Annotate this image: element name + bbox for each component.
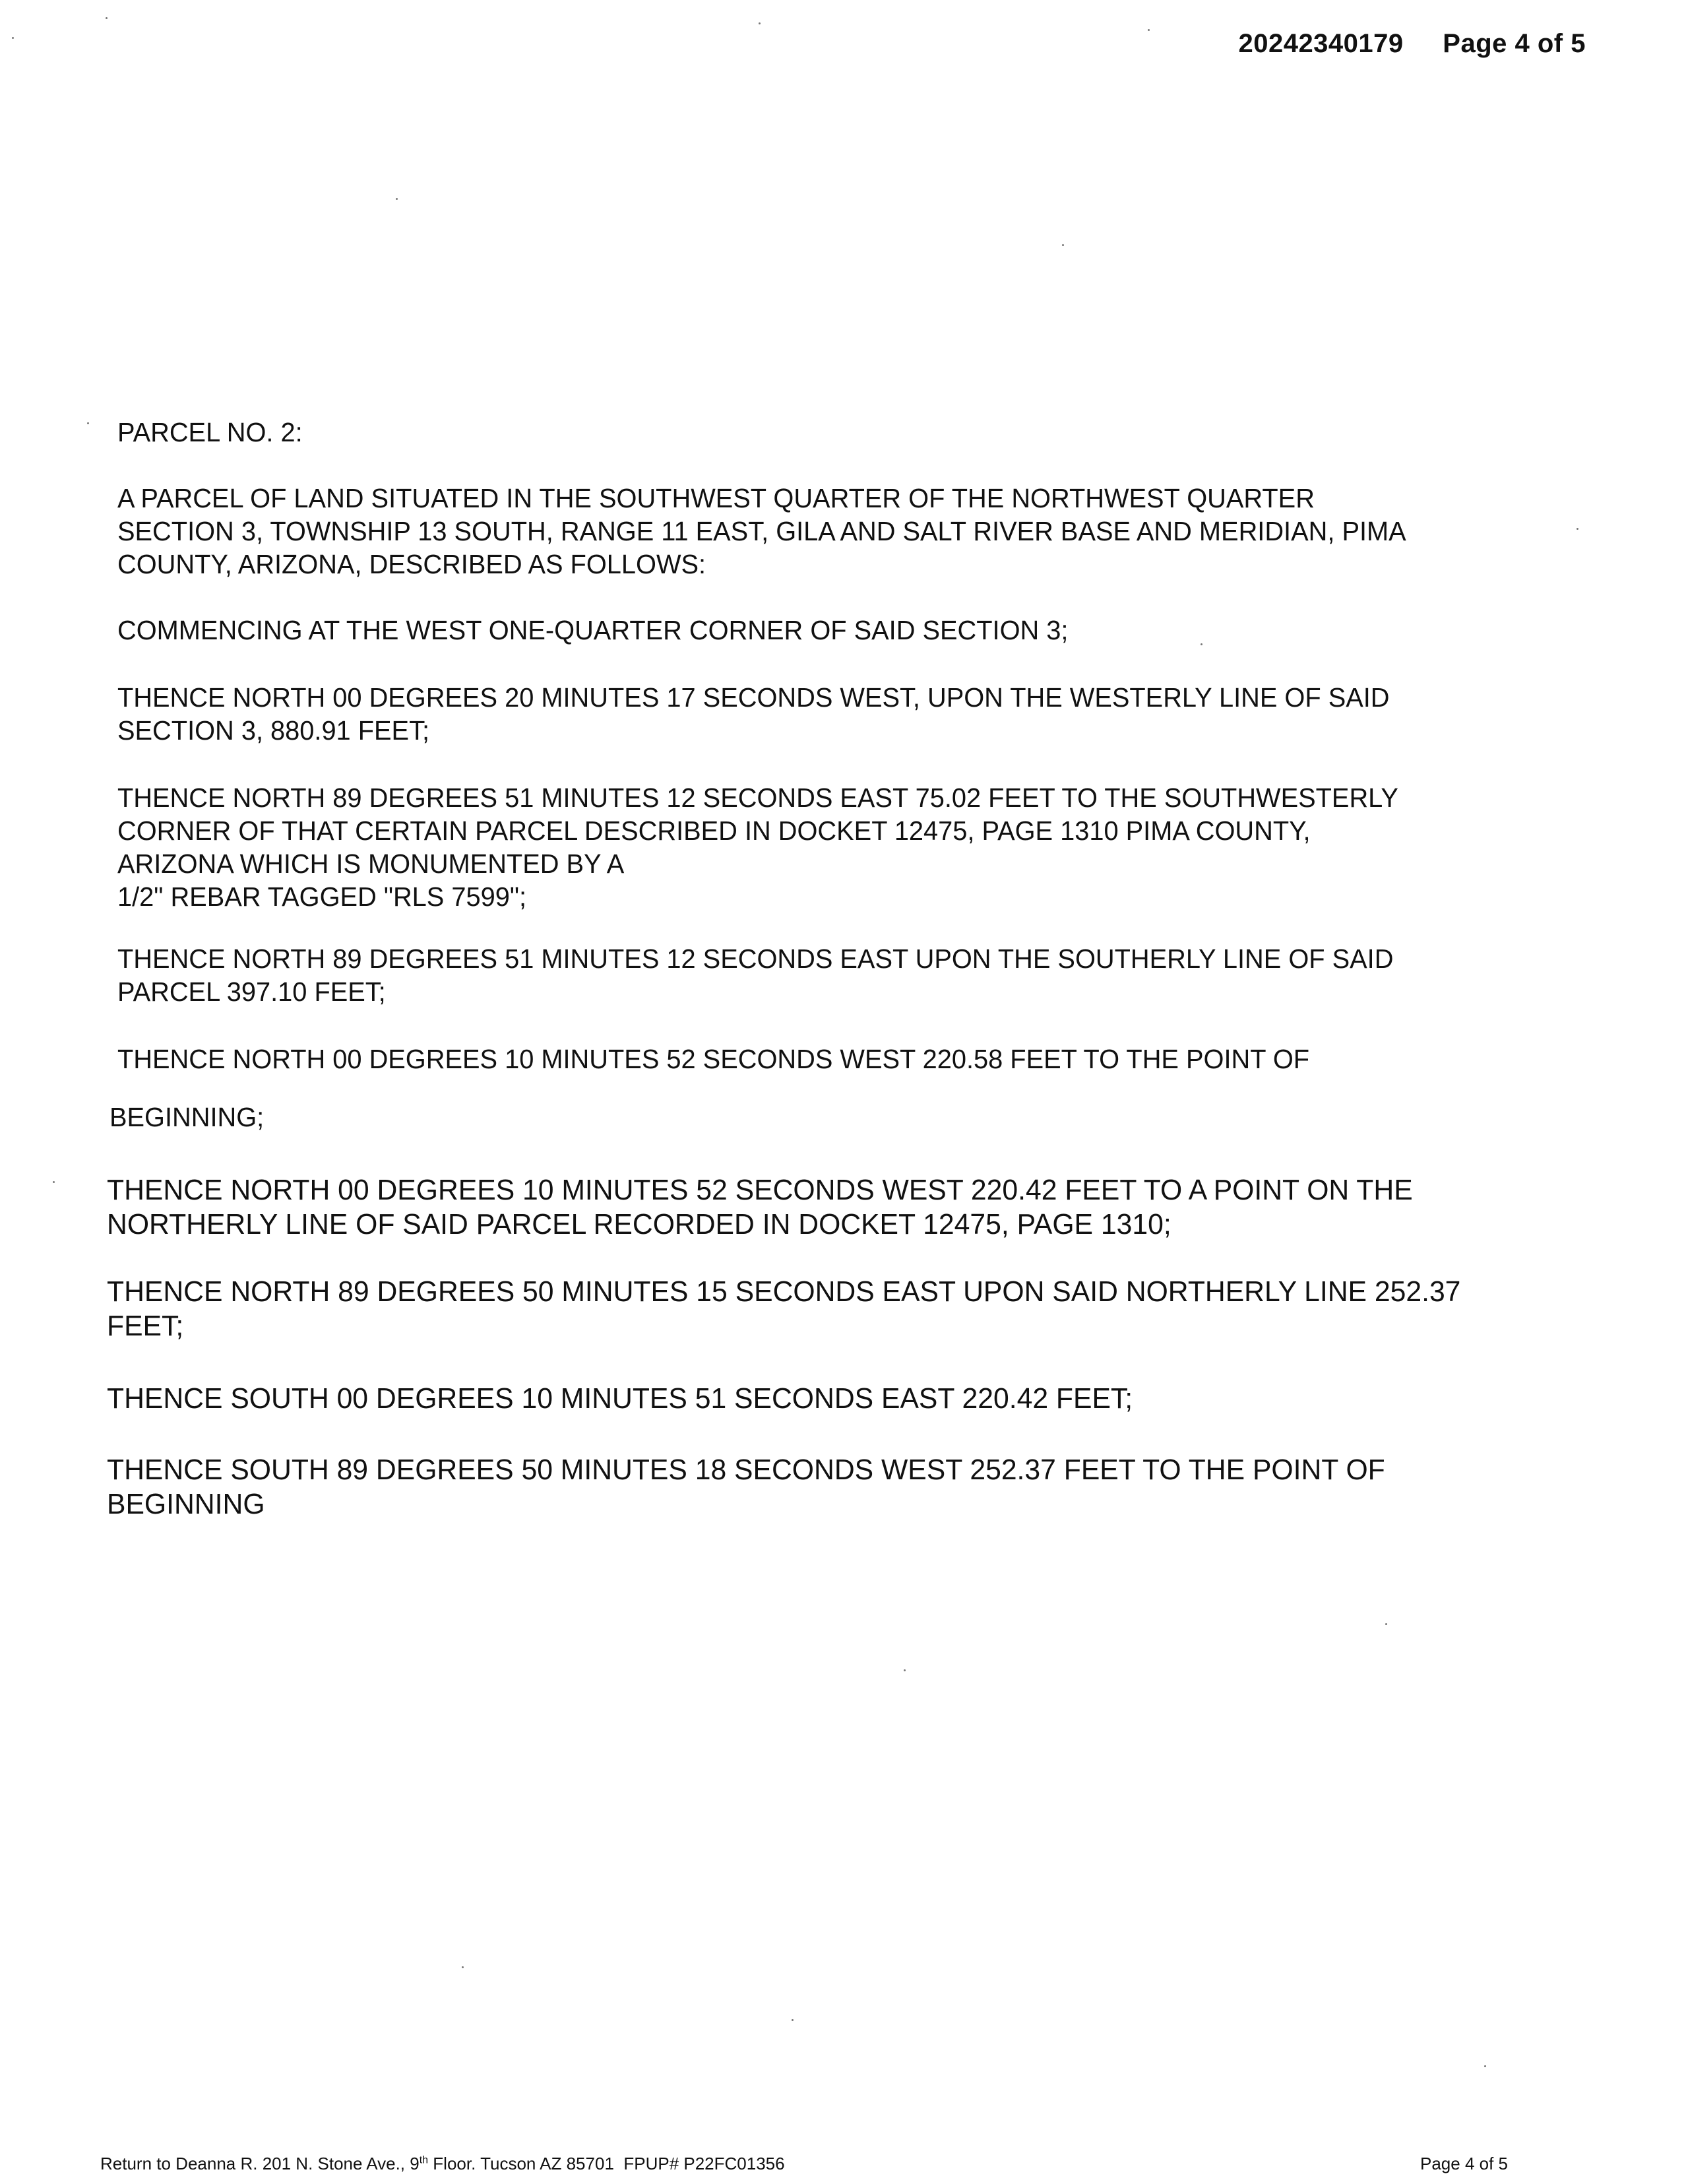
call-line: THENCE NORTH 89 DEGREES 51 MINUTES 12 SECONDS EAST 75.02 FEET TO THE SOUTHWESTERLY [117,783,1398,813]
call-line: THENCE NORTH 00 DEGREES 10 MINUTES 52 SECONDS WEST 220.58 FEET TO THE POINT OF [117,1044,1310,1074]
page-header [1238,29,1586,59]
scan-speck [106,17,108,19]
return-address-suffix: Floor. Tucson AZ 85701 FPUP# P22FC01356 [428,2154,785,2173]
return-address-prefix: Return to Deanna R. 201 N. Stone Ave., 9 [100,2154,420,2173]
call-1-paragraph [117,681,1390,747]
intro-line: COUNTY, ARIZONA, DESCRIBED AS FOLLOWS: [117,549,706,579]
scan-speck [759,22,761,24]
parcel-title-text: PARCEL NO. 2: [117,417,303,447]
scan-speck [53,1181,55,1183]
beginning-paragraph [109,1101,264,1134]
scan-speck [1484,2065,1486,2067]
call-line: THENCE SOUTH 89 DEGREES 50 MINUTES 18 SECONDS WEST 252.37 FEET TO THE POINT OF [107,1454,1385,1486]
call-line: THENCE NORTH 00 DEGREES 10 MINUTES 52 SECONDS WEST 220.42 FEET TO A POINT ON THE [107,1174,1413,1206]
document-number: 20242340179 [1238,29,1404,58]
call-line: FEET; [107,1310,184,1342]
scan-speck [1148,29,1150,31]
scan-speck [12,37,14,39]
scan-speck [1062,244,1064,246]
footer-page-text: Page 4 of 5 [1420,2154,1508,2173]
call-6-paragraph [107,1275,1460,1343]
return-address-footer [100,2154,785,2174]
call-4-paragraph [117,1043,1309,1076]
scan-speck [87,422,89,424]
call-line: BEGINNING [107,1488,265,1520]
scan-speck [462,1966,464,1968]
intro-line: SECTION 3, TOWNSHIP 13 SOUTH, RANGE 11 EAST, GILA AND SALT RIVER BASE AND MERIDIAN, PIMA [117,516,1406,546]
call-3-paragraph [117,942,1393,1008]
call-7-paragraph [107,1382,1133,1416]
scan-speck [792,2019,794,2021]
commencing-paragraph [117,614,1068,647]
call-line: SECTION 3, 880.91 FEET; [117,715,430,746]
return-address-sup: th [419,2154,429,2166]
scan-speck [1577,528,1578,530]
call-line: PARCEL 397.10 FEET; [117,977,386,1007]
header-page-label: Page 4 of 5 [1443,29,1586,58]
call-line: NORTHERLY LINE OF SAID PARCEL RECORDED IN DOCKET 12475, PAGE 1310; [107,1208,1171,1240]
scan-speck [1385,1623,1387,1625]
scan-speck [396,198,398,200]
scan-speck [1201,643,1202,645]
call-line: THENCE NORTH 89 DEGREES 50 MINUTES 15 SECONDS EAST UPON SAID NORTHERLY LINE 252.37 [107,1275,1461,1308]
call-line: THENCE NORTH 00 DEGREES 20 MINUTES 17 SECONDS WEST, UPON THE WESTERLY LINE OF SAID [117,682,1390,713]
call-line: THENCE SOUTH 00 DEGREES 10 MINUTES 51 SECONDS EAST 220.42 FEET; [107,1382,1133,1415]
call-line: ARIZONA WHICH IS MONUMENTED BY A [117,849,625,879]
parcel-title [117,416,303,449]
beginning-line: BEGINNING; [109,1102,265,1132]
footer-page-label [1420,2154,1508,2174]
call-line: THENCE NORTH 89 DEGREES 51 MINUTES 12 SECONDS EAST UPON THE SOUTHERLY LINE OF SAID [117,944,1394,974]
call-2-paragraph [117,781,1398,913]
commencing-line: COMMENCING AT THE WEST ONE-QUARTER CORNER OF SAID SECTION 3; [117,615,1069,645]
intro-paragraph [117,482,1406,581]
call-line: 1/2" REBAR TAGGED "RLS 7599"; [117,882,527,912]
call-line: CORNER OF THAT CERTAIN PARCEL DESCRIBED IN DOCKET 12475, PAGE 1310 PIMA COUNTY, [117,816,1311,846]
intro-line: A PARCEL OF LAND SITUATED IN THE SOUTHWEST QUARTER OF THE NORTHWEST QUARTER [117,483,1315,513]
scan-speck [904,1669,906,1671]
call-5-paragraph [107,1173,1413,1242]
call-8-paragraph [107,1453,1385,1522]
